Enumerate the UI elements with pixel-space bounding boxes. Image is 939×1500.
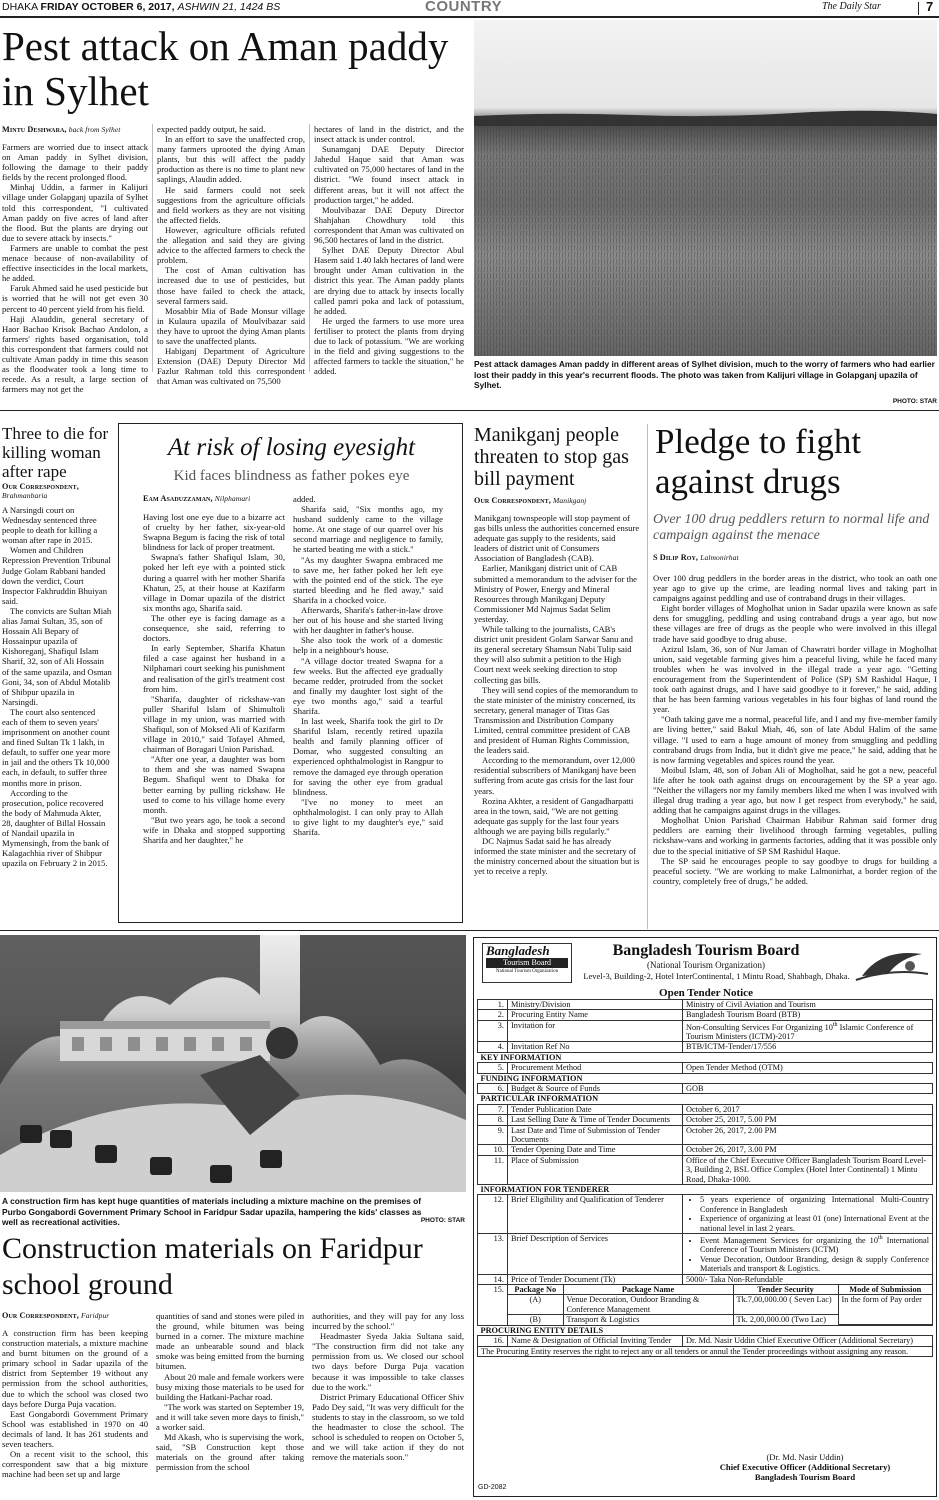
paragraph: In an effort to save the unaffected crop, many farmers uprooted the dying Aman plants, but this will affect the paddy production as there is no time to plant new saplings, Alaudin added. [157,134,305,185]
paragraph: Moulvibazar DAE Deputy Director Shahjahan Chowdhury told this correspondent that Aman was cultivated on 96,500 hectares of land in the district. [314,204,464,246]
paragraph: "A village doctor treated Swapna for a few weeks. But the affected eye gradually became redder, protruded from the socket and finally my daughter lost sight of the eye two months ago," said a tearful Sharifa. [293,655,443,716]
table-row: 1. Ministry/Division Ministry of Civil Aviation and Tourism [478,1000,933,1010]
paragraph: In early September, Sharifa Khatun filed a case against her husband in a Nilphamari court seeking his punishment and realisation of the girl's treatment cost from him. [143,643,285,694]
three-byline: Our Correspondent, Brahmanbaria [2,482,79,500]
tender-title: Bangladesh Tourism Board [612,942,800,959]
photo-credit: PHOTO: STAR [420,1217,465,1224]
column-rule [152,124,153,372]
masthead-page-divider [918,2,919,15]
paddy-field-photo [474,20,937,356]
paragraph: Afterwards, Sharifa's father-in-law drove her out of his house and she started living with her daughter in father's house. [293,605,443,636]
construction-photo-caption: A construction firm has kept huge quantities of materials including a mixture machine on the premises of Purbo Gongabordi Government Primary School in Faridpur Sadar upazila, hampering the kids' classes as well as recreational activities. [2,1196,422,1227]
manikganj-headline: Manikganj people threaten to stop gas bill payment [474,424,629,490]
paragraph: On a recent visit to the school, this correspondent saw that a big mixture machine had been set up and large [2,1449,148,1480]
btb-logo-main: Bangladesh [486,943,550,958]
paragraph: Rozina Akhter, a resident of Gangadharpatti area in the town, said, "We are not getting adequate gas supply for the last four years although we are paying bills regularly." [474,795,634,836]
tender-table [477,999,933,1357]
pest-byline: Mintu Deshwara, back from Sylhet [2,125,121,134]
tender-notice-title: Open Tender Notice [659,987,753,999]
construction-headline: Construction materials on Faridpur school ground [2,1232,423,1301]
paragraph: Having lost one eye due to a bizarre act of cruelty by her father, six-year-old Swapna Begum is facing the risk of total blindness for lack of proper treatment. [143,512,285,553]
paragraph: Farmers are worried due to insect attack on Aman paddy in Sylhet division, following the damage to their paddy fields by the recent prolonged flood. [2,142,148,183]
construction-col-3 [312,1311,464,1498]
three-body [2,505,112,905]
paragraph: "After one year, a daughter was born to them and she was named Swapna Begum. Shafiqul went to Dhaka for better earning by pulling rickshaw. He used to come to his village home every month. [143,754,285,815]
table-section-header: INFORMATION FOR TENDERER [478,1185,933,1195]
pest-photo-caption: Pest attack damages Aman paddy in different areas of Sylhet division, much to the worry of farmers who had earlier lost their paddy in this year's recurrent floods. The photo was taken from Kalijuri village in Golapganj upazila of Sylhet. [474,359,935,390]
drugs-headline: Pledge to fight against drugs [655,422,862,501]
paragraph: DC Najmus Sadat said he has already informed the state minister and the secretary of the ministry concerned about the situation but is yet to receive a reply. [474,836,640,877]
paragraph: "But two years ago, he took a second wife in Dhaka and stopped supporting Sharifa and her daughter," he [143,814,285,845]
paragraph: "As my daughter Swapna embraced me to save me, her father poked her left eye with the pointed end of the stick. The eye started bleeding and he fled away," said Sharifa in a chocked voice. [293,554,443,605]
table-row: 4. Invitation Ref No BTB/ICTM-Tender/17/556 [478,1042,933,1052]
paragraph: The convicts are Sultan Miah alias Jamai Sultan, 35, son of Hossain Ali Bepary of Hossainpur upazila of Kishoreganj, Shafiqul Islam Sharif, 32, son of Ali Hossain of the same upazila, and Osman Goni, 34, son of Abdul Motalib of Shibpur upazila in Narsingdi. [2,605,112,707]
btb-logo-small: National Tourism Organization [495,969,559,974]
paragraph: "Oath taking gave me a normal, peaceful life, and I and my five-member family are living better," said Bakul Miah, 46, son of late Abdul Halim of the same village. "I used to earn a huge amount of money from smuggling and peddling contraband drugs from India, but it didn't give me peace," he said, adding that he is now farming vegetables and spices round the year. [653,714,937,765]
paragraph: According to the memorandum, over 12,000 residential subscribers of Manikganj have been suffering from acute gas crisis for the last four years. [474,755,637,796]
section-name: COUNTRY [425,0,503,15]
paragraph: While talking to the journalists, CAB's district unit president Golam Sarwar Sanu and its general secretary Shamsun Nabi Tulip said they will also submit a petition to the High Court next week seeking direction to stop collecting gas bills. [474,624,633,685]
pest-col-3 [314,124,464,377]
tender-notice [473,937,937,1497]
masthead [0,0,939,16]
paragraph: He said farmers could not seek suggestions from the agriculture officials and field workers as they are not visiting the affected fields. [157,184,305,225]
paragraph: Mosabbir Mia of Bade Monsur village in Kulaura upazila of Moulvibazar said they have to uproot the dying Aman plants to save the unaffected plants. [157,305,305,346]
section-rule [0,410,939,411]
table-row: (B) Transport & Logistics Tk. 2,00,000.00 (Two Lac) [508,1315,932,1325]
paragraph: The cost of Aman cultivation has increased due to use of pesticides, but those have failed to check the attack, several farmers said. [157,265,305,306]
table-row: 3. Invitation for Non-Consulting Services For Organizing 10th Islamic Conference of Tourism Ministers (ICTM)-2017 [478,1020,933,1042]
table-section-header: PROCURING ENTITY DETAILS [478,1326,933,1336]
paragraph: Haji Alauddin, general secretary of Haor Bachao Krisok Bachao Andolon, a farmers' rights based organisation, told this correspondent that farmers could not cultivate Aman paddy in time this season as the floodwater took a long time to recede. As a result, a large section of farmers may not get the [2,313,148,395]
table-row: 14. Price of Tender Document (Tk) 5000/- Taka Non-Refundable [478,1274,933,1284]
paragraph: Habiganj Department of Agriculture Extension (DAE) Deputy Director Md Fazlur Rahman told this correspondent that Aman was cultivated on 75,500 [157,346,305,387]
paragraph: The court also sentenced each of them to seven years' imprisonment on another count and fined Sultan Tk 1 lakh, in default, to suffer one year more in jail and the others Tk 10,000 each, in default, to suffer three months more in prison. [2,706,111,788]
column-rule [647,424,648,929]
paragraph: authorities, and they will pay for any loss incurred by the school." [312,1311,464,1332]
paper-name: The Daily Star [822,1,881,12]
package-table [508,1285,932,1325]
paragraph: A construction firm has been keeping construction materials, a mixture machine and burnt bitumen on the ground of a primary school in Sadar upazila of the district from September 19 without any permission from the school authorities, due to which the school was closed two days before Durga Puja vacation. [2,1328,148,1409]
table-row: 6. Budget & Source of Funds GOB [478,1084,933,1094]
paragraph: District Primary Educational Officer Shiv Pado Dey said, "It was very difficult for the students to stay in the classroom, so we told the headmaster to close the school. The school is scheduled to reopen on October 5, and we will take action if they do not remove the materials soon." [312,1391,464,1463]
page-number: 7 [926,0,934,14]
paragraph: "I've no money to meet an ophthalmologist. I can only pray to Allah to give light to my daughter's eye," said Sharifa. [293,796,443,838]
masthead-date: FRIDAY OCTOBER 6, 2017, [40,1,175,13]
table-row: 12. Brief Eligibility and Qualification of Tenderer • 5 years experience of organizing International Multi-Country Conference in Bangladesh • Experience of organizing at least 01 (one) International Event at the national level in last 2 years. [478,1195,933,1234]
paragraph: Minhaj Uddin, a farmer in Kalijuri village under Golapganj upazila of Sylhet told this correspondent, "I cultivated Aman paddy on five acres of land after the flood. But the plants are drying out due to severe attack by insects." [2,182,148,243]
ad-code: GD-2082 [478,1484,507,1491]
paragraph: Women and Children Repression Prevention Tribunal Judge Golam Rabbani handed down the verdict, Court Inspector Fakhruddin Bhuiyan said. [2,545,111,606]
pest-col-2 [157,124,305,387]
table-row: 2. Procuring Entity Name Bangladesh Tourism Board (BTB) [478,1010,933,1020]
paragraph: She also took the work of a domestic help in a neighbour's house. [293,635,443,656]
eyesight-col-1 [143,512,285,918]
table-row: 7. Tender Publication Date October 6, 2017 [478,1104,933,1114]
manikganj-byline: Our Correspondent, Manikganj [474,496,587,505]
paragraph: A Narsingdi court on Wednesday sentenced three people to death for killing a woman after rape in 2015. [2,505,98,546]
paragraph: In last week, Sharifa took the girl to Dr Shariful Islam, recently retired upazila health and family planning officer of Domar, who suggested consulting an experienced ophthalmologist in Rangpur to remove the damaged eye through operation for saving the other eye from gradual blindness. [293,716,443,797]
construction-col-2 [156,1311,304,1498]
paragraph: Swapna's father Shafiqul Islam, 30, poked her left eye with a pointed stick during a quarrel with her mother Sharifa Khatun, 25, at their house at Kazifarm village in Domar upazila of the district six months ago, Sharifa said. [143,552,285,613]
paragraph: expected paddy output, he said. [157,124,266,134]
paragraph: hectares of land in the district, and the insect attack is under control. [314,124,464,145]
construction-byline: Our Correspondent, Faridpur [2,1311,110,1320]
construction-illustration [0,935,466,1192]
three-headline: Three to die for killing woman after rape [2,424,109,481]
table-row: The Procuring Entity reserves the right to reject any or all tenders or annul the Tender proceedings without assigning any reason. [478,1346,933,1356]
tender-table-wrap [477,999,933,1357]
paragraph: However, agriculture officials refuted the allegation and said they are giving advice to the affected farmers to check the problem. [157,224,305,266]
paragraph: Manikganj townspeople will stop payment of gas bills unless the authorities concerned ensure adequate gas supply to the residents, said leaders of district unit of Consumers Association of Bangladesh (CAB). [474,513,640,564]
drugs-byline: S Dilip Roy, Lalmonirhat [653,553,739,562]
tender-signature: (Dr. Md. Nasir Uddin) Chief Executive Officer (Additional Secretary) Bangladesh Tourism Board [719,1452,891,1482]
photo-credit: PHOTO: STAR [892,398,937,405]
paragraph: Sylhet DAE Deputy Director Abul Hasem said 1.40 lakh hectares of land were brought under Aman cultivation in the district this year. The Aman paddy plants are drying due to attack by insects locally called pamri poka and lack of potassium, he added. [314,245,464,316]
eyesight-headline: At risk of losing eyesight [167,434,416,461]
table-row: 5. Procurement Method Open Tender Method (OTM) [478,1063,933,1073]
paragraph: Sunamganj DAE Deputy Director Jahedul Haque said that Aman was cultivated on 75,000 hectares of land in the district. "We found insect attack in different areas, but it will not affect the production target," he added. [314,144,464,205]
tender-org: (National Tourism Organization) [646,960,765,970]
eyesight-byline: Eam Asaduzzaman, Nilphamari [143,494,251,503]
table-section-header: FUNDING INFORMATION [478,1073,933,1083]
paragraph: Faruk Ahmed said he used pesticide but is worried that he will not get even 30 percent to 40 percent yield from his field. [2,283,148,314]
table-row: 16. Name & Designation of Official Inviting Tender Dr. Md. Nasir Uddin Chief Executive Officer (Additional Secretary) [478,1336,933,1346]
drugs-body [653,573,937,925]
paragraph: Eight border villages of Mogholhat union in Sadar upazila were known as safe dens for smuggling, peddling and using contraband drugs a year ago, but now these villages are free of drugs as the people who were involved in this illegal trade have said goodbye to drug abuse. [653,603,937,644]
pest-col-1 [2,142,148,395]
table-row: (A) Venue Decoration, Outdoor Branding & Conference Management Tk.7,00,000.00 ( Seven Lac) In the form of Pay order [508,1295,932,1315]
paragraph: added. [293,494,316,504]
paragraph: "Sharifa, daughter of rickshaw-van puller Shariful Islam of Shimultoli village in my union, was married with Shafiqul, son of Moksed Ali of Kazifarm village in 2010," said Tofayel Ahmed, chairman of Boragari Union Parishad. [143,693,285,755]
table-row: 13. Brief Description of Services • Event Management Services for organizing the 10th International Conference of Tourism Ministers (ICTM) • Venue Decoration, Outdoor Branding, design & supply Conference Materials and transport & Logistics. [478,1234,933,1274]
paragraph: quantities of sand and stones were piled in the ground, while bitumen was being burned in a corner. The mixture machine made an unbearable sound and black smoke was being emitted from the burning bitumen. [156,1311,304,1372]
btb-logo-sub: Tourism Board [486,958,568,968]
table-row: 8. Last Selling Date & Time of Tender Documents October 25, 2017, 5.00 PM [478,1115,933,1125]
paragraph: Earlier, Manikganj district unit of CAB submitted a memorandum to the adviser for the Ministry of Power, Energy and Mineral Resources through Manikganj Deputy Commissioner Md Najmus Sadat Selim yesterday. [474,563,638,624]
paragraph: About 20 male and female workers were busy mixing those materials to be used for building the Hatkani-Pachar road. [156,1371,304,1402]
paragraph: "The work was started on September 19, and it will take seven more days to finish," a worker said. [156,1401,304,1433]
paragraph: Headmaster Syeda Jakia Sultana said, "The construction firm did not take any permission from us. We closed our school two days before Durga Puja vacation because it was impossible to take classes due to the work." [312,1331,464,1392]
paragraph: Farmers are unable to combat the pest menace because of non-availability of effective insecticides in the local markets, he added. [2,242,148,284]
eyesight-col-2 [293,494,443,918]
pest-headline: Pest attack on Aman paddy in Sylhet [2,23,449,114]
section-rule [0,930,939,931]
masthead-rule [0,16,939,18]
tender-address: Level-3, Building-2, Hotel InterContinental, 1 Mintu Road, Shahbagh, Dhaka. [583,971,850,981]
drugs-subhead: Over 100 drug peddlers return to normal life and campaign against the menace [653,512,930,543]
paragraph: Mogholhat Union Parishad Chairman Habibur Rahman said former drug peddlers are earning their livelihood through farming vegetables, pulling rickshaw-vans and working in garments factories, adding that it was possible only due to the special initiative of SP SM Rashidul Haque. [653,815,937,856]
paddy-texture [474,20,937,356]
construction-site-photo [0,935,466,1192]
masthead-place: DHAKA [2,1,38,13]
manikganj-body [474,513,641,929]
column-rule [309,124,310,372]
table-section-header: KEY INFORMATION [478,1052,933,1062]
table-row: 9. Last Date and Time of Submission of Tender Documents October 26, 2017, 2.00 PM [478,1125,933,1145]
construction-col-1 [2,1328,148,1498]
paragraph: Azizul Islam, 36, son of Nur Jaman of Chawratri border village in Mogholhat union, said vegetable farming gives him a peaceful living, while he faced many troubles when he was involved in the illegal trade a year ago. "Getting encouragement from the Superintendent of Police (SP) SM Rashidul Haque, I took oath against drugs, and I have said goodbye to it forever," he said, adding that he has been farming various vegetables in his four bighas of land round the year. [653,643,937,715]
paragraph: According to the prosecution, police recovered the body of Mahmuda Akter, 28, daughter of Billal Hossain of Nandail upazila in Mymensingh, from the bank of Kalagachhia river of Shibpur upazila on February 2 in 2015. [2,787,110,869]
table-row: 15. Package No Package Name Tender Security Mode of Submission (A) Venue Decoration, Outdoor Branding & Conference Management Tk.7,00,000.00 ( Seven Lac) In the form of Pay order (B) Transport & Logistics Tk. 2,00,000.00 (Two Lac) [478,1284,933,1325]
paragraph: The SP said he encourages people to say goodbye to drugs for building a peaceful society. "We are working to make Lalmonirhat, a border region of the country, completely free of drugs," he added. [653,855,937,886]
table-row: 10. Tender Opening Date and Time October 26, 2017, 3.00 PM [478,1145,933,1155]
table-header-row: Package No Package Name Tender Security Mode of Submission [508,1285,932,1295]
paragraph: They will send copies of the memorandum to the state minister of the ministry concerned, its secretary, general manager of Titas Gas Transmission and Distribution Company Limited, central committee president of CAB and president of Human Rights Commission, the leaders said. [474,684,638,756]
paragraph: The other eye is facing damage as a consequence, she said, referring to doctors. [143,612,285,644]
table-row: 11. Place of Submission Office of the Chief Executive Officer Bangladesh Tourism Board Level-3, Building 2, BSL Office Complex (Hotel Inter Continental) 1 Mintu Road, Dhaka-1000. [478,1155,933,1184]
table-section-header: PARTICULAR INFORMATION [478,1094,933,1104]
paragraph: Moibul Islam, 48, son of Joban Ali of Mogholhat, said he got a new, peaceful life after he took oath against drugs on encouragement by the SP a year ago. "Neither the villagers nor my family members liked me when I was involved with illegal drug trading a year ago, but now I get respect from everybody," he said, adding that he campaigns against drugs in the villages. [653,764,937,816]
paragraph: Over 100 drug peddlers in the border areas in the district, who took an oath one year ago to give up the crime, are leading normal lives and taking part in campaigns against peddling and use of contraband drugs in their villages. [653,573,937,604]
paragraph: Md Akash, who is supervising the work, said, "SB Construction kept those materials on the ground after taking permission from the school [156,1432,304,1473]
paragraph: He urged the farmers to use more urea fertiliser to protect the plants from drying due to lack of potassium. "We are working in the field and giving suggestions to the affected farmers to tackle the situation," he added. [314,315,464,377]
paragraph: East Gongabordi Government Primary School was established in 1970 on 40 decimals of land. It has 261 students and seven teachers. [2,1408,148,1450]
paragraph: Sharifa said, "Six months ago, my husband suddenly came to the village home. At one stage of our quarrel over his second marriage and negligence to family, he started beating me with a stick." [293,504,443,555]
eyesight-subhead: Kid faces blindness as father pokes eye [173,468,410,484]
masthead-ashwin: ASHWIN 21, 1424 BS [177,1,281,13]
